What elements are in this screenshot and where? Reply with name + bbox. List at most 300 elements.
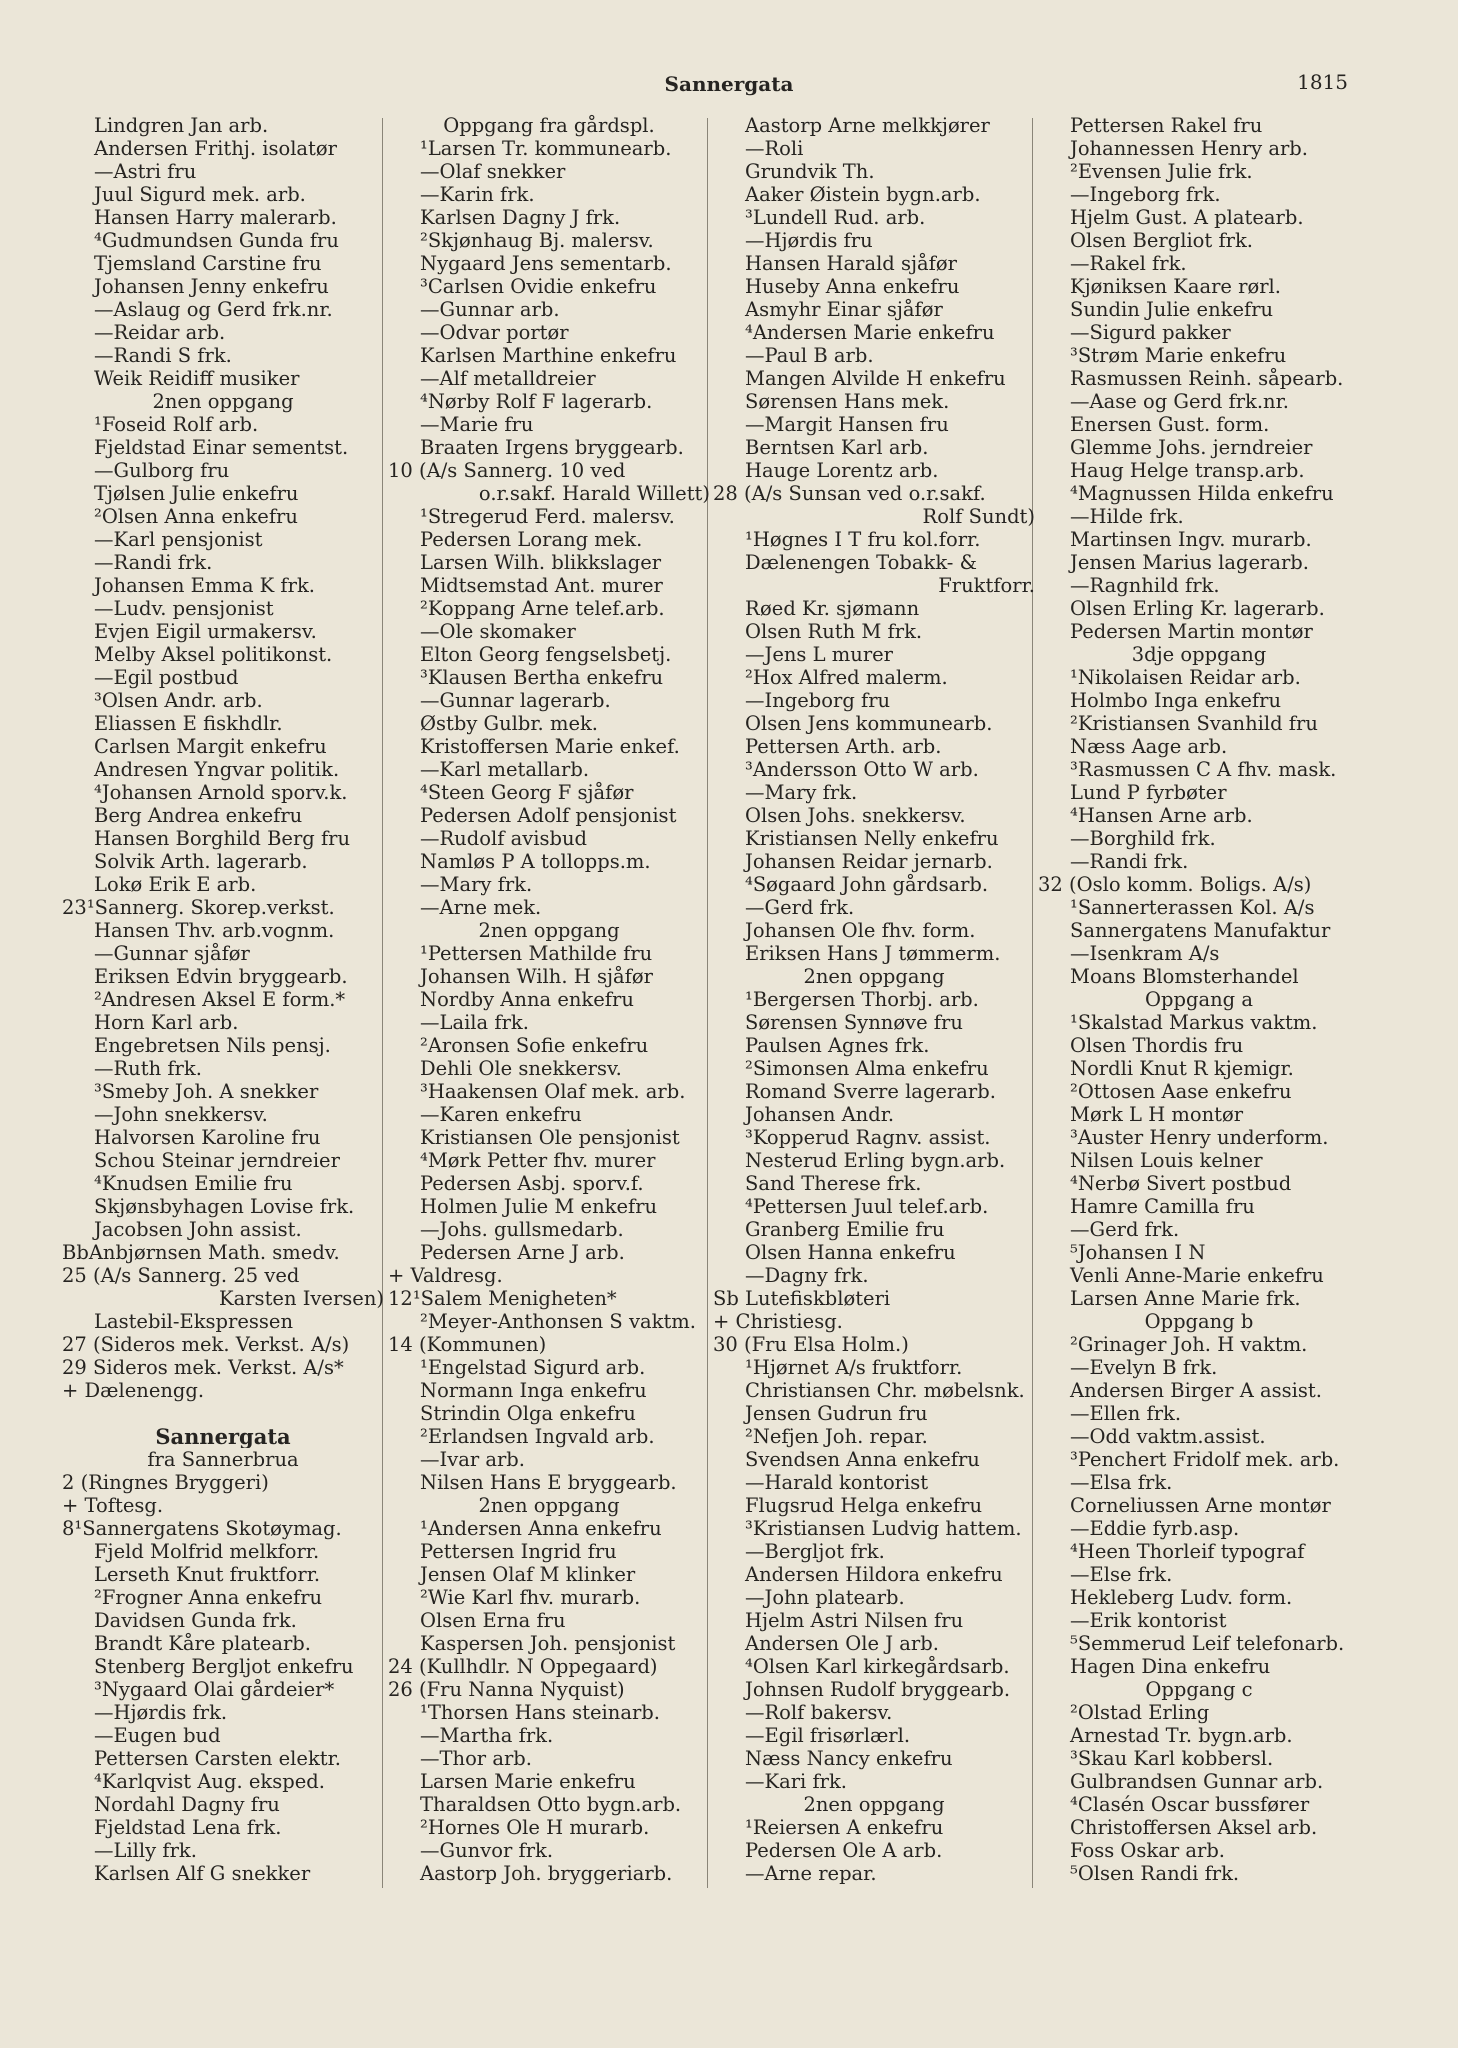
directory-entry: Fjeldstad Lena frk. bbox=[94, 1816, 282, 1839]
directory-entry: ²Frogner Anna enkefru bbox=[94, 1586, 323, 1609]
directory-column bbox=[713, 114, 1035, 1885]
directory-entry: Fjeld Molfrid melkforr. bbox=[94, 1540, 320, 1563]
directory-entry: Christoffersen Aksel arb. bbox=[1070, 1816, 1318, 1839]
directory-entry: ⁴Heen Thorleif typograf bbox=[1070, 1540, 1305, 1563]
directory-entry: ⁴Clasén Oscar bussfører bbox=[1070, 1793, 1310, 1816]
directory-entry: —Kari frk. bbox=[745, 1770, 848, 1793]
directory-entry: Pettersen Carsten elektr. bbox=[94, 1747, 341, 1770]
directory-entry: 26 (Fru Nanna Nyquist) bbox=[388, 1678, 625, 1701]
directory-entry: Hansen Borghild Berg fru bbox=[94, 827, 351, 850]
directory-entry: ²Aronsen Sofie enkefru bbox=[420, 1034, 649, 1057]
directory-entry: —Johs. gullsmedarb. bbox=[420, 1218, 624, 1241]
directory-entry: BbAnbjørnsen Math. smedv. bbox=[62, 1241, 340, 1264]
directory-entry: —Margit Hansen fru bbox=[745, 413, 949, 436]
directory-entry: Kristoffersen Marie enkef. bbox=[420, 735, 680, 758]
directory-entry: Næss Nancy enkefru bbox=[745, 1747, 953, 1770]
directory-entry: —Odd vaktm.assist. bbox=[1070, 1425, 1266, 1448]
directory-entry: Kaspersen Joh. pensjonist bbox=[420, 1632, 676, 1655]
directory-entry: Mørk L H montør bbox=[1070, 1103, 1244, 1126]
directory-entry: Rolf Sundt) bbox=[922, 505, 1035, 528]
directory-entry: 10 (A/s Sannerg. 10 ved bbox=[388, 459, 626, 482]
directory-entry: Hjelm Astri Nilsen fru bbox=[745, 1609, 964, 1632]
directory-entry: Oppgang a bbox=[1145, 988, 1253, 1011]
directory-entry: —Elsa frk. bbox=[1070, 1471, 1173, 1494]
directory-entry: —Rakel frk. bbox=[1070, 252, 1187, 275]
directory-entry: —Ingeborg fru bbox=[745, 689, 891, 712]
directory-entry: 2nen oppgang bbox=[803, 1793, 945, 1816]
directory-entry: 23¹Sannerg. Skorep.verkst. bbox=[62, 896, 335, 919]
directory-entry: ²Olsen Anna enkefru bbox=[94, 505, 298, 528]
directory-entry: Jensen Olaf M klinker bbox=[420, 1563, 636, 1586]
directory-entry: Horn Karl arb. bbox=[94, 1011, 239, 1034]
directory-entry: 2nen oppgang bbox=[478, 1494, 620, 1517]
directory-entry: Pedersen Adolf pensjonist bbox=[420, 804, 677, 827]
directory-entry: Pedersen Martin montør bbox=[1070, 620, 1313, 643]
directory-entry: Pedersen Lorang mek. bbox=[420, 528, 643, 551]
directory-entry: Fruktforr. bbox=[938, 574, 1035, 597]
directory-entry: Carlsen Margit enkefru bbox=[94, 735, 327, 758]
directory-entry: Johansen Ole fhv. form. bbox=[745, 919, 976, 942]
directory-entry: Huseby Anna enkefru bbox=[745, 275, 960, 298]
directory-entry: Christiansen Chr. møbelsnk. bbox=[745, 1379, 1025, 1402]
directory-entry: Eliassen E fiskhdlr. bbox=[94, 712, 283, 735]
directory-entry: Oppgang b bbox=[1144, 1310, 1254, 1333]
directory-entry: Aastorp Joh. bryggeriarb. bbox=[420, 1862, 673, 1885]
directory-entry: Olsen Erna fru bbox=[420, 1609, 566, 1632]
directory-entry: ²Meyer-Anthonsen S vaktm. bbox=[420, 1310, 696, 1333]
directory-entry: —Alf metalldreier bbox=[420, 367, 596, 390]
directory-entry: Andersen Ole J arb. bbox=[745, 1632, 939, 1655]
directory-entry: ⁴Nerbø Sivert postbud bbox=[1070, 1172, 1292, 1195]
directory-entry: 8¹Sannergatens Skotøymag. bbox=[62, 1517, 342, 1540]
directory-entry: ¹Larsen Tr. kommunearb. bbox=[420, 137, 672, 160]
directory-entry: Nordby Anna enkefru bbox=[420, 988, 634, 1011]
directory-entry: ¹Nikolaisen Reidar arb. bbox=[1070, 666, 1301, 689]
directory-entry: —Olaf snekker bbox=[420, 160, 566, 183]
directory-entry: ²Andresen Aksel E form.* bbox=[94, 988, 346, 1011]
directory-entry: —Egil frisørlærl. bbox=[745, 1724, 911, 1747]
directory-entry: Næss Aage arb. bbox=[1070, 735, 1228, 758]
directory-entry: ¹Bergersen Thorbj. arb. bbox=[745, 988, 979, 1011]
directory-entry: —Karen enkefru bbox=[420, 1103, 582, 1126]
directory-entry: Olsen Erling Kr. lagerarb. bbox=[1070, 597, 1325, 620]
directory-entry: Hekleberg Ludv. form. bbox=[1070, 1586, 1293, 1609]
directory-entry: Tjølsen Julie enkefru bbox=[94, 482, 299, 505]
directory-entry: Johansen Wilh. H sjåfør bbox=[420, 965, 653, 988]
directory-entry: ¹Andersen Anna enkefru bbox=[420, 1517, 662, 1540]
directory-entry: Foss Oskar arb. bbox=[1070, 1839, 1226, 1862]
directory-entry: ³Skau Karl kobbersl. bbox=[1070, 1747, 1274, 1770]
directory-entry: Jensen Marius lagerarb. bbox=[1070, 551, 1309, 574]
directory-entry: —Ivar arb. bbox=[420, 1448, 525, 1471]
directory-column bbox=[62, 114, 384, 1885]
directory-entry: —Randi frk. bbox=[94, 551, 213, 574]
directory-entry: —Karl pensjonist bbox=[94, 528, 263, 551]
directory-entry: Paulsen Agnes frk. bbox=[745, 1034, 930, 1057]
directory-entry: Hansen Harald sjåfør bbox=[745, 252, 957, 275]
directory-entry: Grundvik Th. bbox=[745, 160, 875, 183]
directory-entry: 14 (Kommunen) bbox=[388, 1333, 547, 1356]
directory-entry: Sannergata bbox=[155, 1425, 291, 1448]
directory-entry: ¹Høgnes I T fru kol.forr. bbox=[745, 528, 981, 551]
directory-entry: —Hjørdis fru bbox=[745, 229, 873, 252]
directory-entry: —Rolf bakersv. bbox=[745, 1701, 893, 1724]
directory-entry: ⁴Steen Georg F sjåfør bbox=[420, 781, 634, 804]
directory-entry: ¹Skalstad Markus vaktm. bbox=[1070, 1011, 1318, 1034]
directory-entry: ³Rasmussen C A fhv. mask. bbox=[1070, 758, 1337, 781]
directory-column bbox=[1038, 114, 1360, 1885]
directory-entry: Sb Lutefiskbløteri bbox=[713, 1287, 891, 1310]
directory-entry: ¹Pettersen Mathilde fru bbox=[420, 942, 653, 965]
directory-entry: Berg Andrea enkefru bbox=[94, 804, 303, 827]
directory-entry: ³Smeby Joh. A snekker bbox=[94, 1080, 319, 1103]
directory-entry: Olsen Bergliot frk. bbox=[1070, 229, 1254, 252]
directory-entry: Hauge Lorentz arb. bbox=[745, 459, 939, 482]
directory-entry: ⁴Hansen Arne arb. bbox=[1070, 804, 1253, 827]
directory-entry: Fjeldstad Einar sementst. bbox=[94, 436, 349, 459]
directory-entry: Martinsen Ingv. murarb. bbox=[1070, 528, 1312, 551]
directory-entry: 32 (Oslo komm. Boligs. A/s) bbox=[1038, 873, 1312, 896]
directory-entry: 3dje oppgang bbox=[1131, 643, 1267, 666]
directory-entry: —Mary frk. bbox=[420, 873, 533, 896]
directory-entry: Arnestad Tr. bygn.arb. bbox=[1070, 1724, 1293, 1747]
directory-entry: Engebretsen Nils pensj. bbox=[94, 1034, 331, 1057]
directory-entry: Eriksen Hans J tømmerm. bbox=[745, 942, 1001, 965]
directory-entry: Sannergatens Manufaktur bbox=[1070, 919, 1331, 942]
directory-entry: Aastorp Arne melkkjører bbox=[745, 114, 990, 137]
directory-entry: ⁴Søgaard John gårdsarb. bbox=[745, 873, 989, 896]
directory-entry: Lastebil-Ekspressen bbox=[94, 1310, 294, 1333]
directory-entry: Hagen Dina enkefru bbox=[1070, 1655, 1271, 1678]
directory-entry: Sørensen Hans mek. bbox=[745, 390, 950, 413]
directory-entry: Davidsen Gunda frk. bbox=[94, 1609, 297, 1632]
directory-entry: Normann Inga enkefru bbox=[420, 1379, 647, 1402]
directory-entry: Lerseth Knut fruktforr. bbox=[94, 1563, 321, 1586]
directory-entry: —Lilly frk. bbox=[94, 1839, 197, 1862]
directory-entry: —Dagny frk. bbox=[745, 1264, 869, 1287]
directory-entry: —Hjørdis frk. bbox=[94, 1701, 228, 1724]
directory-entry: ⁴Mørk Petter fhv. murer bbox=[420, 1149, 656, 1172]
directory-entry: ⁴Knudsen Emilie fru bbox=[94, 1172, 293, 1195]
directory-entry: Karlsen Alf G snekker bbox=[94, 1862, 311, 1885]
directory-entry: —Bergljot frk. bbox=[745, 1540, 885, 1563]
directory-entry: Holmbo Inga enkefru bbox=[1070, 689, 1282, 712]
directory-entry: Granberg Emilie fru bbox=[745, 1218, 945, 1241]
directory-entry: ²Evensen Julie frk. bbox=[1070, 160, 1253, 183]
directory-entry: Andresen Yngvar politik. bbox=[94, 758, 340, 781]
directory-entry: —Eddie fyrb.asp. bbox=[1070, 1517, 1240, 1540]
directory-entry: Hansen Thv. arb.vognm. bbox=[94, 919, 335, 942]
directory-entry: Svendsen Anna enkefru bbox=[745, 1448, 980, 1471]
directory-entry: ⁴Magnussen Hilda enkefru bbox=[1070, 482, 1334, 505]
directory-entry: 2nen oppgang bbox=[478, 919, 620, 942]
directory-entry: Schou Steinar jerndreier bbox=[94, 1149, 340, 1172]
directory-entry: Kjøniksen Kaare rørl. bbox=[1070, 275, 1281, 298]
directory-entry: Karlsen Dagny J frk. bbox=[420, 206, 621, 229]
directory-entry: ³Klausen Bertha enkefru bbox=[420, 666, 664, 689]
directory-entry: Brandt Kåre platearb. bbox=[94, 1632, 311, 1655]
directory-entry: fra Sannerbrua bbox=[147, 1448, 299, 1471]
directory-entry: —Reidar arb. bbox=[94, 321, 226, 344]
directory-entry: + Dælenengg. bbox=[62, 1379, 205, 1402]
directory-entry: Olsen Jens kommunearb. bbox=[745, 712, 993, 735]
directory-entry: Kristiansen Nelly enkefru bbox=[745, 827, 999, 850]
directory-entry: Berntsen Karl arb. bbox=[745, 436, 929, 459]
directory-entry: —Sigurd pakker bbox=[1070, 321, 1231, 344]
directory-entry: ¹Sannerterassen Kol. A/s bbox=[1070, 896, 1315, 919]
directory-entry: ⁴Gudmundsen Gunda fru bbox=[94, 229, 339, 252]
directory-entry: —Odvar portør bbox=[420, 321, 569, 344]
directory-entry: ³Penchert Fridolf mek. arb. bbox=[1070, 1448, 1340, 1471]
directory-entry: Jensen Gudrun fru bbox=[745, 1402, 928, 1425]
directory-entry: + Valdresg. bbox=[388, 1264, 503, 1287]
directory-entry: ³Carlsen Ovidie enkefru bbox=[420, 275, 657, 298]
directory-entry: Midtsemstad Ant. murer bbox=[420, 574, 663, 597]
directory-entry: Elton Georg fengselsbetj. bbox=[420, 643, 672, 666]
directory-entry: Melby Aksel politikonst. bbox=[94, 643, 333, 666]
directory-entry: Jacobsen John assist. bbox=[94, 1218, 302, 1241]
directory-entry: ³Kristiansen Ludvig hattem. bbox=[745, 1517, 1022, 1540]
directory-entry: Strindin Olga enkefru bbox=[420, 1402, 636, 1425]
directory-entry: Gulbrandsen Gunnar arb. bbox=[1070, 1770, 1324, 1793]
directory-entry: —Thor arb. bbox=[420, 1747, 532, 1770]
directory-entry: Johansen Emma K frk. bbox=[94, 574, 315, 597]
directory-entry: ⁵Semmerud Leif telefonarb. bbox=[1070, 1632, 1345, 1655]
directory-entry: 27 (Sideros mek. Verkst. A/s) bbox=[62, 1333, 350, 1356]
directory-entry: Lund P fyrbøter bbox=[1070, 781, 1227, 804]
directory-entry: —Randi frk. bbox=[1070, 850, 1189, 873]
directory-entry: Dælenengen Tobakk- & bbox=[745, 551, 977, 574]
directory-entry: + Toftesg. bbox=[62, 1494, 164, 1517]
directory-entry: ⁴Karlqvist Aug. eksped. bbox=[94, 1770, 325, 1793]
directory-entry: Nordli Knut R kjemigr. bbox=[1070, 1057, 1294, 1080]
directory-entry: ¹Engelstad Sigurd arb. bbox=[420, 1356, 646, 1379]
directory-entry: Kristiansen Ole pensjonist bbox=[420, 1126, 680, 1149]
directory-entry: Moans Blomsterhandel bbox=[1070, 965, 1299, 988]
directory-entry: ²Kristiansen Svanhild fru bbox=[1070, 712, 1318, 735]
directory-entry: Andersen Birger A assist. bbox=[1070, 1379, 1322, 1402]
directory-entry: ⁴Nørby Rolf F lagerarb. bbox=[420, 390, 653, 413]
directory-entry: Halvorsen Karoline fru bbox=[94, 1126, 321, 1149]
directory-entry: ²Nefjen Joh. repar. bbox=[745, 1425, 928, 1448]
directory-entry: Karsten Iversen) bbox=[219, 1287, 384, 1310]
directory-entry: ³Auster Henry underform. bbox=[1070, 1126, 1329, 1149]
directory-entry: Røed Kr. sjømann bbox=[745, 597, 920, 620]
directory-entry: ⁵Olsen Randi frk. bbox=[1070, 1862, 1240, 1885]
directory-entry: Haug Helge transp.arb. bbox=[1070, 459, 1305, 482]
directory-entry: Stenberg Bergljot enkefru bbox=[94, 1655, 354, 1678]
directory-entry: —Gerd frk. bbox=[1070, 1218, 1180, 1241]
directory-entry: Oppgang fra gårdspl. bbox=[443, 114, 655, 137]
directory-entry: —Else frk. bbox=[1070, 1563, 1173, 1586]
directory-entry: —Aase og Gerd frk.nr. bbox=[1070, 390, 1289, 413]
directory-entry: ²Erlandsen Ingvald arb. bbox=[420, 1425, 655, 1448]
directory-entry: ²Skjønhaug Bj. malersv. bbox=[420, 229, 654, 252]
directory-entry: —Egil postbud bbox=[94, 666, 239, 689]
page-title: Sannergata bbox=[664, 72, 794, 96]
directory-entry: Braaten Irgens bryggearb. bbox=[420, 436, 684, 459]
directory-entry: ³Lundell Rud. arb. bbox=[745, 206, 926, 229]
directory-entry: Lindgren Jan arb. bbox=[94, 114, 269, 137]
directory-column bbox=[388, 114, 710, 1885]
directory-entry: Romand Sverre lagerarb. bbox=[745, 1080, 996, 1103]
directory-entry: o.r.sakf. Harald Willett) bbox=[478, 482, 710, 505]
directory-entry: ³Haakensen Olaf mek. arb. bbox=[420, 1080, 686, 1103]
directory-entry: —Gunnar lagerarb. bbox=[420, 689, 611, 712]
directory-entry: Sand Therese frk. bbox=[745, 1172, 922, 1195]
directory-entry: Pettersen Arth. arb. bbox=[745, 735, 942, 758]
directory-entry: ⁵Johansen I N bbox=[1070, 1241, 1206, 1264]
directory-entry: Tharaldsen Otto bygn.arb. bbox=[420, 1793, 682, 1816]
directory-entry: ⁴Johansen Arnold sporv.k. bbox=[94, 781, 348, 804]
directory-entry: ¹Reiersen A enkefru bbox=[745, 1816, 944, 1839]
directory-entry: Hjelm Gust. A platearb. bbox=[1070, 206, 1304, 229]
directory-entry: Hansen Harry malerarb. bbox=[94, 206, 337, 229]
directory-entry: —Astri fru bbox=[94, 160, 197, 183]
directory-entry: —Arne mek. bbox=[420, 896, 542, 919]
directory-entry: —Karl metallarb. bbox=[420, 758, 590, 781]
directory-entry: —John platearb. bbox=[745, 1586, 905, 1609]
directory-entry: ³Andersson Otto W arb. bbox=[745, 758, 979, 781]
directory-entry: —Randi S frk. bbox=[94, 344, 232, 367]
directory-entry: 28 (A/s Sunsan ved o.r.sakf. bbox=[713, 482, 986, 505]
directory-entry: —Gunnar arb. bbox=[420, 298, 560, 321]
directory-entry: —Borghild frk. bbox=[1070, 827, 1216, 850]
directory-entry: Sørensen Synnøve fru bbox=[745, 1011, 963, 1034]
directory-entry: —Gunvor frk. bbox=[420, 1839, 554, 1862]
directory-entry: Pedersen Arne J arb. bbox=[420, 1241, 625, 1264]
directory-entry: ²Olstad Erling bbox=[1070, 1701, 1210, 1724]
directory-entry: —Rudolf avisbud bbox=[420, 827, 588, 850]
directory-entry: ²Ottosen Aase enkefru bbox=[1070, 1080, 1292, 1103]
directory-entry: Dehli Ole snekkersv. bbox=[420, 1057, 622, 1080]
directory-entry: —Ruth frk. bbox=[94, 1057, 202, 1080]
directory-entry: Nordahl Dagny fru bbox=[94, 1793, 280, 1816]
directory-entry: —Eugen bud bbox=[94, 1724, 221, 1747]
directory-entry: ³Kopperud Ragnv. assist. bbox=[745, 1126, 991, 1149]
directory-entry: 30 (Fru Elsa Holm.) bbox=[713, 1333, 909, 1356]
directory-entry: Larsen Anne Marie frk. bbox=[1070, 1287, 1301, 1310]
directory-entry: ²Hornes Ole H murarb. bbox=[420, 1816, 650, 1839]
directory-entry: Hamre Camilla fru bbox=[1070, 1195, 1255, 1218]
directory-entry: —Gulborg fru bbox=[94, 459, 230, 482]
directory-entry: Lokø Erik E arb. bbox=[94, 873, 257, 896]
directory-entry: —Aslaug og Gerd frk.nr. bbox=[94, 298, 333, 321]
directory-entry: ²Hox Alfred malerm. bbox=[745, 666, 948, 689]
directory-entry: Johnsen Rudolf bryggearb. bbox=[745, 1678, 1011, 1701]
directory-entry: Juul Sigurd mek. arb. bbox=[94, 183, 306, 206]
directory-entry: Nygaard Jens sementarb. bbox=[420, 252, 672, 275]
directory-entry: Johansen Jenny enkefru bbox=[94, 275, 329, 298]
directory-entry: Sundin Julie enkefru bbox=[1070, 298, 1274, 321]
directory-entry: —Ole skomaker bbox=[420, 620, 576, 643]
directory-entry: Evjen Eigil urmakersv. bbox=[94, 620, 317, 643]
directory-entry: —Paul B arb. bbox=[745, 344, 874, 367]
directory-entry: —Gerd frk. bbox=[745, 896, 855, 919]
directory-entry: 2nen oppgang bbox=[152, 390, 294, 413]
directory-entry: ⁴Olsen Karl kirkegårdsarb. bbox=[745, 1655, 1010, 1678]
directory-entry: Asmyhr Einar sjåfør bbox=[745, 298, 943, 321]
directory-entry: 2 (Ringnes Bryggeri) bbox=[62, 1471, 269, 1494]
directory-entry: —Mary frk. bbox=[745, 781, 858, 804]
directory-entry: + Christiesg. bbox=[713, 1310, 843, 1333]
directory-entry: Glemme Johs. jerndreier bbox=[1070, 436, 1313, 459]
directory-entry: —Harald kontorist bbox=[745, 1471, 929, 1494]
directory-entry: Namløs P A tollopps.m. bbox=[420, 850, 651, 873]
directory-entry: 29 Sideros mek. Verkst. A/s* bbox=[62, 1356, 344, 1379]
directory-entry: Holmen Julie M enkefru bbox=[420, 1195, 658, 1218]
directory-entry: ¹Thorsen Hans steinarb. bbox=[420, 1701, 660, 1724]
directory-entry: —Ludv. pensjonist bbox=[94, 597, 274, 620]
directory-entry: ³Strøm Marie enkefru bbox=[1070, 344, 1287, 367]
directory-entry: —Arne repar. bbox=[745, 1862, 877, 1885]
directory-entry: ¹Stregerud Ferd. malersv. bbox=[420, 505, 675, 528]
directory-entry: Skjønsbyhagen Lovise frk. bbox=[94, 1195, 355, 1218]
directory-entry: —Ragnhild frk. bbox=[1070, 574, 1220, 597]
directory-entry: ³Olsen Andr. arb. bbox=[94, 689, 263, 712]
directory-entry: Nesterud Erling bygn.arb. bbox=[745, 1149, 1006, 1172]
directory-entry: —Ellen frk. bbox=[1070, 1402, 1182, 1425]
directory-entry: —Ingeborg frk. bbox=[1070, 183, 1221, 206]
directory-entry: Corneliussen Arne montør bbox=[1070, 1494, 1331, 1517]
directory-entry: Johansen Andr. bbox=[745, 1103, 895, 1126]
directory-entry: Flugsrud Helga enkefru bbox=[745, 1494, 983, 1517]
directory-entry: Oppgang c bbox=[1145, 1678, 1253, 1701]
directory-entry: Østby Gulbr. mek. bbox=[420, 712, 599, 735]
directory-entry: Andersen Frithj. isolatør bbox=[94, 137, 337, 160]
directory-entry: Eriksen Edvin bryggearb. bbox=[94, 965, 348, 988]
directory-entry: —Gunnar sjåfør bbox=[94, 942, 250, 965]
directory-entry: —Evelyn B frk. bbox=[1070, 1356, 1218, 1379]
directory-entry: Weik Reidiff musiker bbox=[94, 367, 300, 390]
directory-entry: —Hilde frk. bbox=[1070, 505, 1184, 528]
directory-entry: Nilsen Louis kelner bbox=[1070, 1149, 1263, 1172]
directory-entry: Johannessen Henry arb. bbox=[1070, 137, 1308, 160]
directory-entry: ²Simonsen Alma enkefru bbox=[745, 1057, 989, 1080]
directory-entry: 2nen oppgang bbox=[803, 965, 945, 988]
directory-entry bbox=[62, 1402, 384, 1425]
directory-entry: Olsen Johs. snekkersv. bbox=[745, 804, 966, 827]
page-number: 1815 bbox=[1297, 70, 1348, 94]
directory-entry: ²Koppang Arne telef.arb. bbox=[420, 597, 665, 620]
page-header bbox=[0, 70, 1458, 100]
directory-entry: Larsen Wilh. blikkslager bbox=[420, 551, 662, 574]
directory-entry: Karlsen Marthine enkefru bbox=[420, 344, 677, 367]
directory-entry: —Isenkram A/s bbox=[1070, 942, 1220, 965]
directory-entry: ¹Foseid Rolf arb. bbox=[94, 413, 259, 436]
directory-entry: 12¹Salem Menigheten* bbox=[388, 1287, 617, 1310]
directory-entry: Larsen Marie enkefru bbox=[420, 1770, 636, 1793]
directory-entry: Venli Anne-Marie enkefru bbox=[1070, 1264, 1324, 1287]
directory-entry: ³Nygaard Olai gårdeier* bbox=[94, 1678, 335, 1701]
directory-entry: Pedersen Ole A arb. bbox=[745, 1839, 943, 1862]
directory-entry: Andersen Hildora enkefru bbox=[745, 1563, 1003, 1586]
directory-entry: —Martha frk. bbox=[420, 1724, 554, 1747]
directory-entry: Johansen Reidar jernarb. bbox=[745, 850, 993, 873]
directory-entry: Olsen Ruth M frk. bbox=[745, 620, 923, 643]
directory-entry: Pettersen Ingrid fru bbox=[420, 1540, 617, 1563]
directory-entry: ¹Hjørnet A/s fruktforr. bbox=[745, 1356, 963, 1379]
directory-entry: —John snekkersv. bbox=[94, 1103, 268, 1126]
directory-entry: 25 (A/s Sannerg. 25 ved bbox=[62, 1264, 300, 1287]
directory-entry: ⁴Andersen Marie enkefru bbox=[745, 321, 995, 344]
directory-entry: Enersen Gust. form. bbox=[1070, 413, 1270, 436]
directory-entry: —Jens L murer bbox=[745, 643, 894, 666]
directory-entry: Tjemsland Carstine fru bbox=[94, 252, 322, 275]
directory-entry: Mangen Alvilde H enkefru bbox=[745, 367, 1006, 390]
directory-entry: Pettersen Rakel fru bbox=[1070, 114, 1263, 137]
directory-entry: Olsen Thordis fru bbox=[1070, 1034, 1244, 1057]
